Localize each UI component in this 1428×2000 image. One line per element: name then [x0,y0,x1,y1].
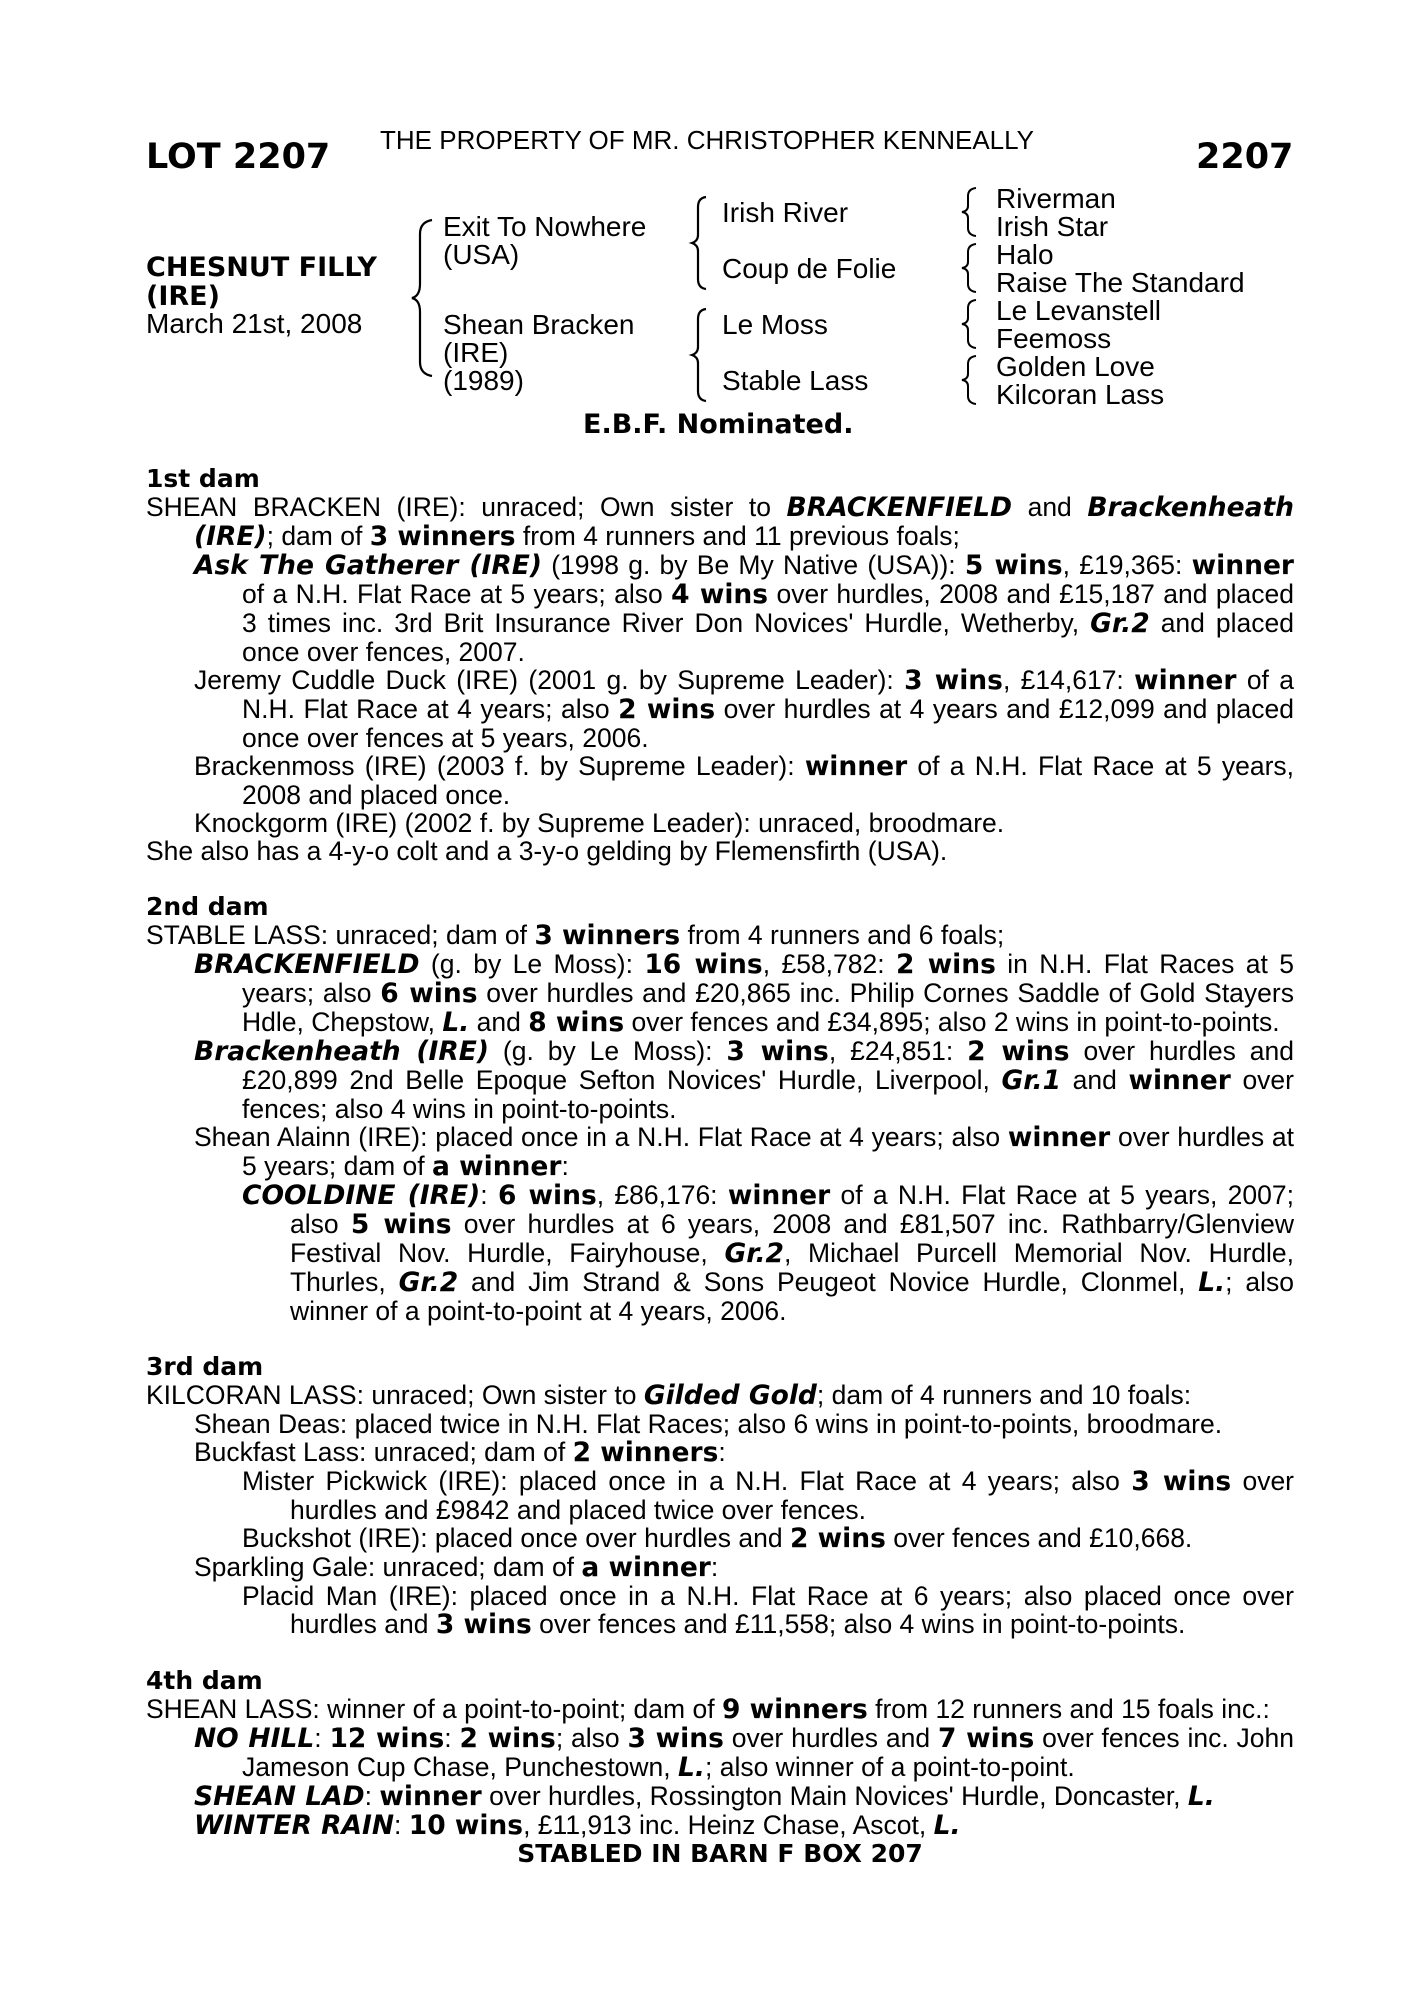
first-dam-note: She also has a 4-y-o colt and a 3-y-o gelding by Flemensfirth (USA). [146,836,948,866]
progeny-entry: Jeremy Cuddle Duck (IRE) (2001 g. by Supreme Leader): 3 wins, £14,617: winner of a N.H. Flat Race at 4 years; also 2 wins over hurdles at 4 years and £12,099 and placed once over fences at 5 years, 2006. [194,665,1294,753]
progeny-entry: Ask The Gatherer (IRE) (1998 g. by Be My Native (USA)): 5 wins, £19,365: winner of a N.H. Flat Race at 5 years; also 4 wins over hurdles, 2008 and £15,187 and placed 3 times inc. 3rd Brit Insurance River Don Novices' Hurdle, Wetherby, Gr.2 and placed once over fences, 2007. [194,550,1294,667]
pedigree-bracket-dam [690,307,712,403]
great-grandparent-5: Le Levanstell [996,295,1162,326]
progeny-entry: BRACKENFIELD (g. by Le Moss): 16 wins, £58,782: 2 wins in N.H. Flat Races at 5 years; also 6 wins over hurdles and £20,865 inc. Philip Cornes Saddle of Gold Stayers Hdle, Chepstow, L. and 8 wins over fences and £34,895; also 2 wins in point-to-points. [194,949,1294,1038]
great-grandparent-4: Raise The Standard [996,267,1245,298]
progeny-entry: Sparkling Gale: unraced; dam of a winner: [194,1552,719,1583]
pedigree-bracket-sire [690,195,712,291]
progeny-entry: Shean Alainn (IRE): placed once in a N.H. Flat Race at 4 years; also winner over hurdles at 5 years; dam of a winner: [194,1122,1295,1182]
great-grandparent-8: Kilcoran Lass [996,379,1165,410]
pedigree-bracket-main [410,218,440,378]
grandparent-4: Stable Lass [722,365,869,396]
progeny-entry: COOLDINE (IRE): 6 wins, £86,176: winner of a N.H. Flat Race at 5 years, 2007; also 5 wins over hurdles at 6 years, 2008 and £81,507 inc. Rathbarry/Glenview Festival Nov. Hurdle, Fairyhouse, Gr.2, Michael Purcell Memorial Nov. Hurdle, Thurles, Gr.2 and Jim Strand & Sons Peugeot Novice Hurdle, Clonmel, L.; also winner of a point-to-point at 4 years, 2006. [242,1180,1294,1326]
foaling-date: March 21st, 2008 [146,308,363,339]
second-dam-summary: STABLE LASS: unraced; dam of 3 winners from 4 runners and 6 foals; [146,920,1005,951]
grandparent-2: Coup de Folie [722,253,897,284]
progeny-entry: Mister Pickwick (IRE): placed once in a N.H. Flat Race at 4 years; also 3 wins over hurdles and £9842 and placed twice over fences. [242,1466,1295,1525]
progeny-entry: Brackenheath (IRE) (g. by Le Moss): 3 wins, £24,851: 2 wins over hurdles and £20,899 2nd Belle Epoque Sefton Novices' Hurdle, Liverpool, Gr.1 and winner over fences; also 4 wins in point-to-points. [194,1036,1294,1124]
section-heading-2nd-dam: 2nd dam [146,892,269,921]
horse-description: CHESNUT FILLY [146,252,377,283]
progeny-entry: Brackenmoss (IRE) (2003 f. by Supreme Leader): winner of a N.H. Flat Race at 5 years, 2008 and placed once. [194,751,1295,810]
section-heading-4th-dam: 4th dam [146,1666,263,1695]
catalogue-body [146,465,1294,1868]
fourth-dam-summary: SHEAN LASS: winner of a point-to-point; dam of 9 winners from 12 runners and 15 foals inc.: [146,1694,1270,1725]
great-grandparent-2: Irish Star [996,211,1109,242]
section-heading-1st-dam: 1st dam [146,464,260,493]
progeny-entry: Buckshot (IRE): placed once over hurdles and 2 wins over fences and £10,668. [242,1523,1193,1554]
pedigree-bracket-gg4 [960,354,982,406]
great-grandparent-1: Riverman [996,183,1116,214]
pedigree-bracket-gg2 [960,242,982,294]
lot-number: 2207 [1196,137,1294,177]
great-grandparent-7: Golden Love [996,351,1155,382]
lot-label: LOT 2207 [146,137,331,177]
ebf-nomination: E.B.F. Nominated. [583,409,854,440]
property-title: THE PROPERTY OF MR. CHRISTOPHER KENNEALLY [380,125,1034,155]
progeny-entry: Buckfast Lass: unraced; dam of 2 winners: [194,1437,726,1468]
progeny-entry: Knockgorm (IRE) (2002 f. by Supreme Leader): unraced, broodmare. [194,808,1005,838]
dam-year: (1989) [443,365,524,396]
pedigree-bracket-gg3 [960,298,982,350]
progeny-entry: Shean Deas: placed twice in N.H. Flat Races; also 6 wins in point-to-points, broodmare. [194,1409,1223,1439]
great-grandparent-6: Feemoss [996,323,1112,354]
sire-country: (USA) [443,239,520,270]
dam-country: (IRE) [443,337,509,368]
horse-country: (IRE) [146,281,220,312]
progeny-entry: Placid Man (IRE): placed once in a N.H. Flat Race at 6 years; also placed once over hurdles and 3 wins over fences and £11,558; also 4 wins in point-to-points. [242,1581,1294,1640]
progeny-entry: WINTER RAIN: 10 wins, £11,913 inc. Heinz Chase, Ascot, L. [194,1810,961,1841]
pedigree-bracket-gg1 [960,186,982,238]
grandparent-3: Le Moss [722,309,828,340]
sire-name: Exit To Nowhere [443,211,647,242]
third-dam-summary: KILCORAN LASS: unraced; Own sister to Gilded Gold; dam of 4 runners and 10 foals: [146,1380,1192,1411]
grandparent-1: Irish River [722,197,849,228]
stabling-info: STABLED IN BARN F BOX 207 [517,1839,923,1868]
progeny-entry: SHEAN LAD: winner over hurdles, Rossington Main Novices' Hurdle, Doncaster, L. [194,1781,1215,1812]
dam-name: Shean Bracken [443,309,635,340]
section-heading-3rd-dam: 3rd dam [146,1352,264,1381]
first-dam-summary: SHEAN BRACKEN (IRE): unraced; Own sister to BRACKENFIELD and Brackenheath (IRE); dam of 3 winners from 4 runners and 11 previous foals; [146,492,1294,552]
great-grandparent-3: Halo [996,239,1054,270]
progeny-entry: NO HILL: 12 wins: 2 wins; also 3 wins over hurdles and 7 wins over fences inc. John Jameson Cup Chase, Punchestown, L.; also winner of a point-to-point. [194,1723,1295,1783]
